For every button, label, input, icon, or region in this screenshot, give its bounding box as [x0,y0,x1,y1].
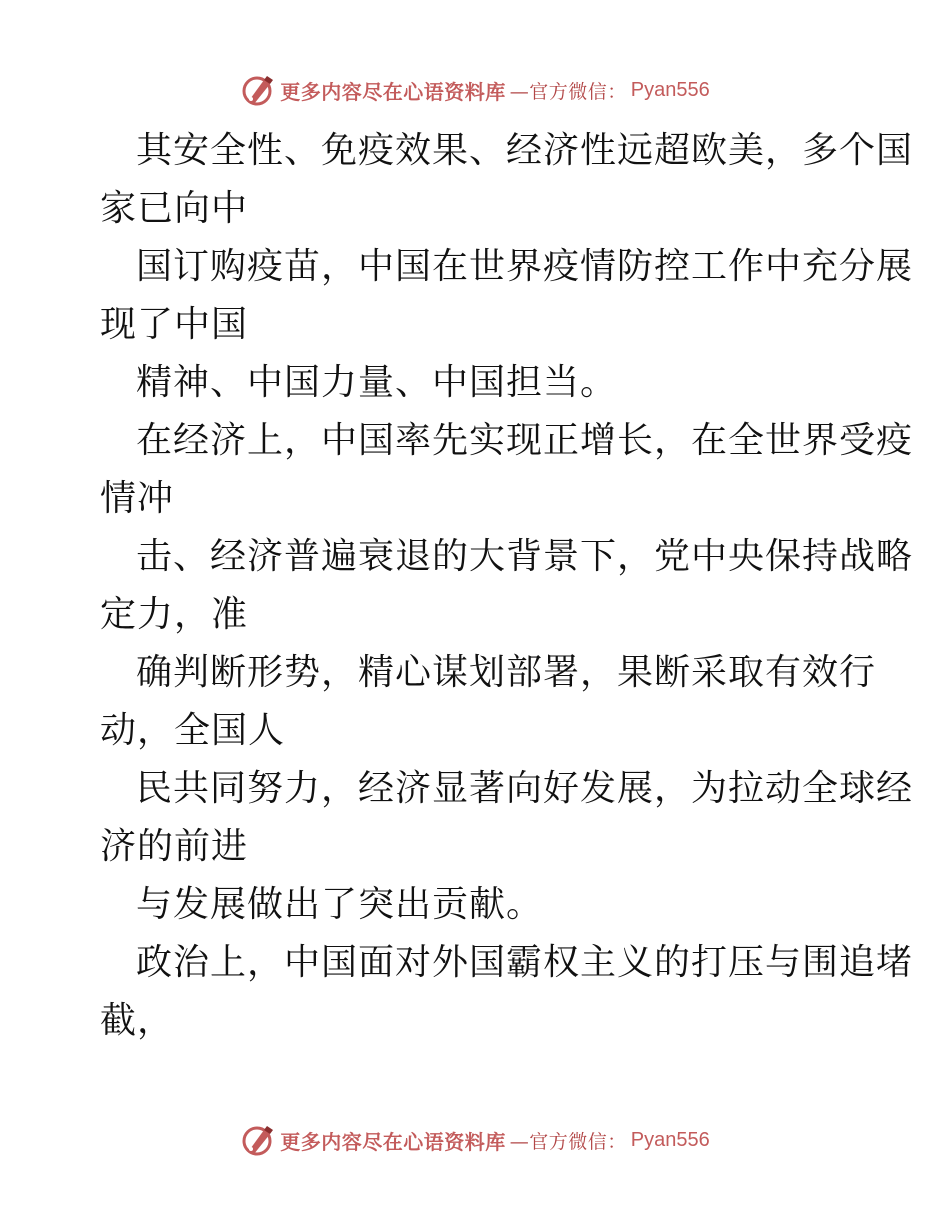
text-line: 精神、中国力量、中国担当。 [136,362,618,403]
text-line: 国订购疫苗，中国在世界疫情防控工作中充分展 [136,246,914,287]
watermark-wechat-id: Pyan556 [630,1128,710,1151]
text-line: 击、经济普遍衰退的大背景下，党中央保持战略 [136,536,914,577]
text-line: 济的前进 [100,826,249,867]
text-line: 民共同努力，经济显著向好发展，为拉动全球经 [136,768,914,809]
watermark-banner-bottom [0,1120,950,1160]
text-line: 在经济上，中国率先实现正增长，在全世界受疫 [136,420,914,461]
text-line: 情冲 [100,478,175,519]
text-line: 现了中国 [100,304,249,345]
document-body [100,122,914,1050]
watermark-banner-top [0,70,950,110]
text-line: 其安全性、免疫效果、经济性远超欧美，多个国 [136,130,914,171]
pen-logo-icon [240,72,276,108]
text-line: 家已向中 [100,188,249,229]
text-line: 政治上，中国面对外国霸权主义的打压与围追堵 [136,942,914,983]
text-line: 截， [100,1000,175,1041]
text-line: 动，全国人 [100,710,286,751]
text-line: 定力，准 [100,594,249,635]
text-line: 确判断形势，精心谋划部署，果断采取有效行 [136,652,877,693]
text-line: 与发展做出了突出贡献。 [136,884,544,925]
watermark-brand-text: 更多内容尽在心语资料库 [280,79,506,104]
pen-logo-icon [240,1122,276,1158]
watermark-wechat-id: Pyan556 [630,78,710,101]
watermark-wechat-label: —官方微信： [509,80,627,103]
watermark-wechat-label: —官方微信： [509,1130,627,1153]
watermark-brand-text: 更多内容尽在心语资料库 [280,1129,506,1154]
